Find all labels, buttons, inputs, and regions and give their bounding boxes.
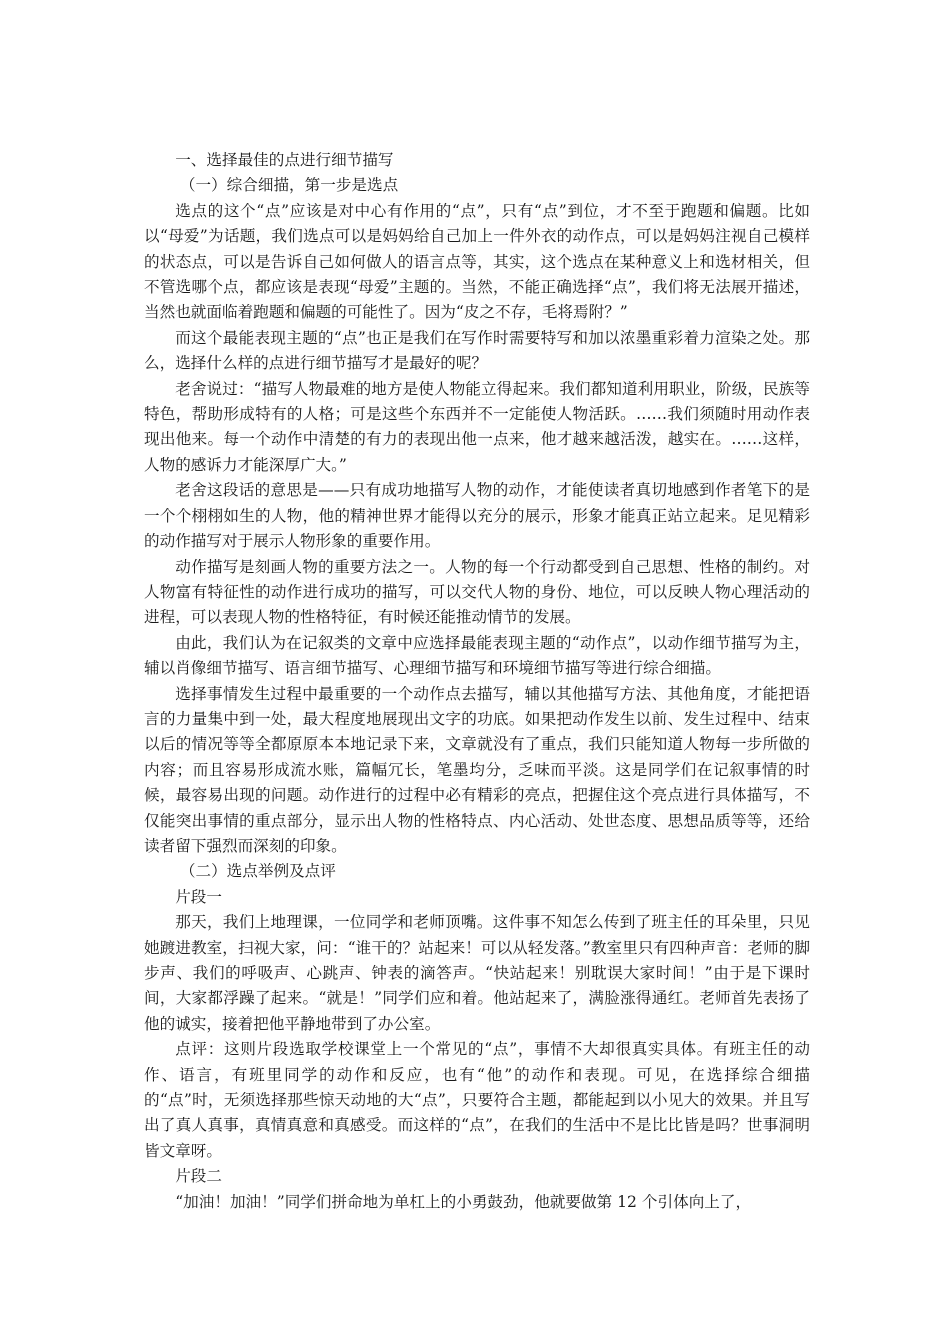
fragment-label: 片段二: [175, 1167, 222, 1186]
section-title: 一、选择最佳的点进行细节描写: [175, 151, 394, 169]
fragment-label: 片段一: [175, 887, 222, 906]
paragraph: 选点的这个“点”应该是对中心有作用的“点”，只有“点”到位，才不至于跑题和偏题。比如以“母爱”为话题，我们选点可以是妈妈给自己加上一件外衣的动作点，可以是妈妈注视自己模样的状态点，可以是告诉自己如何做人的语言点等，其实，这个选点在某种意义上和选材相关，但不管选哪个点，都应该是表现“母爱”主题的。当然，不能正确选择“点”，我们将无法展开描述，当然也就面临着跑题和偏题的可能性了。因为“皮之不存，毛将焉附？”: [144, 201, 810, 322]
paragraph: 老舍这段话的意思是——只有成功地描写人物的动作，才能使读者真切地感到作者笔下的是一个个栩栩如生的人物，他的精神世界才能得以充分的展示，形象才能真正站立起来。足见精彩的动作描写对于展示人物形象的重要作用。: [144, 481, 810, 551]
paragraph: 选择事情发生过程中最重要的一个动作点去描写，辅以其他描写方法、其他角度，才能把语言的力量集中到一处，最大程度地展现出文字的功底。如果把动作发生以前、发生过程中、结束以后的情况等等全都原原本本地记录下来，文章就没有了重点，我们只能知道人物每一步所做的内容；而且容易形成流水账，篇幅冗长，笔墨均分，乏味而平淡。这是同学们在记叙事情的时候，最容易出现的问题。动作进行的过程中必有精彩的亮点，把握住这个亮点进行具体描写，不仅能突出事情的重点部分，显示出人物的性格特点、内心活动、处世态度、思想品质等等，还给读者留下强烈而深刻的印象。: [144, 684, 810, 855]
paragraph: 由此，我们认为在记叙类的文章中应选择最能表现主题的“动作点”，以动作细节描写为主，辅以肖像细节描写、语言细节描写、心理细节描写和环境细节描写等进行综合细描。: [144, 633, 810, 678]
paragraph: 动作描写是刻画人物的重要方法之一。人物的每一个行动都受到自己思想、性格的制约。对人物富有特征性的动作进行成功的描写，可以交代人物的身份、地位，可以反映人物心理活动的进程，可以表现人物的性格特征，有时候还能推动情节的发展。: [144, 557, 810, 627]
document-page: [144, 148, 810, 1215]
paragraph: 而这个最能表现主题的“点”也正是我们在写作时需要特写和加以浓墨重彩着力渲染之处。那么，选择什么样的点进行细节描写才是最好的呢？: [144, 328, 810, 373]
fragment-text: 那天，我们上地理课，一位同学和老师顶嘴。这件事不知怎么传到了班主任的耳朵里，只见她踱进教室，扫视大家，问：“谁干的？站起来！可以从轻发落。”教室里只有四种声音：老师的脚步声、我们的呼吸声、心跳声、钟表的滴答声。“快站起来！别耽误大家时间！”由于是下课时间，大家都浮躁了起来。“就是！”同学们应和着。他站起来了，满脸涨得通红。老师首先表扬了他的诚实，接着把他平静地带到了办公室。: [144, 913, 810, 1033]
fragment-comment: 点评：这则片段选取学校课堂上一个常见的“点”，事情不大却很真实具体。有班主任的动作、语言，有班里同学的动作和反应，也有“他”的动作和表现。可见，在选择综合细描的“点”时，无须选择那些惊天动地的大“点”，只要符合主题，都能起到以小见大的效果。并且写出了真人真事，真情真意和真感受。而这样的“点”，在我们的生活中不是比比皆是吗？世事洞明皆文章呀。: [144, 1040, 810, 1160]
subsection-title-2: （二）选点举例及点评: [179, 862, 336, 881]
paragraph: 老舍说过：“描写人物最难的地方是使人物能立得起来。我们都知道利用职业，阶级，民族等特色，帮助形成特有的人格；可是这些个东西并不一定能使人物活跃。……我们须随时用动作表现出他来。每一个动作中清楚的有力的表现出他一点来，他才越来越活泼，越实在。……这样，人物的感诉力才能深厚广大。”: [144, 379, 810, 474]
subsection-title-1: （一）综合细描，第一步是选点: [179, 176, 399, 195]
fragment-text: “加油！加油！”同学们拼命地为单杠上的小勇鼓劲，他就要做第 12 个引体向上了，: [175, 1192, 752, 1211]
